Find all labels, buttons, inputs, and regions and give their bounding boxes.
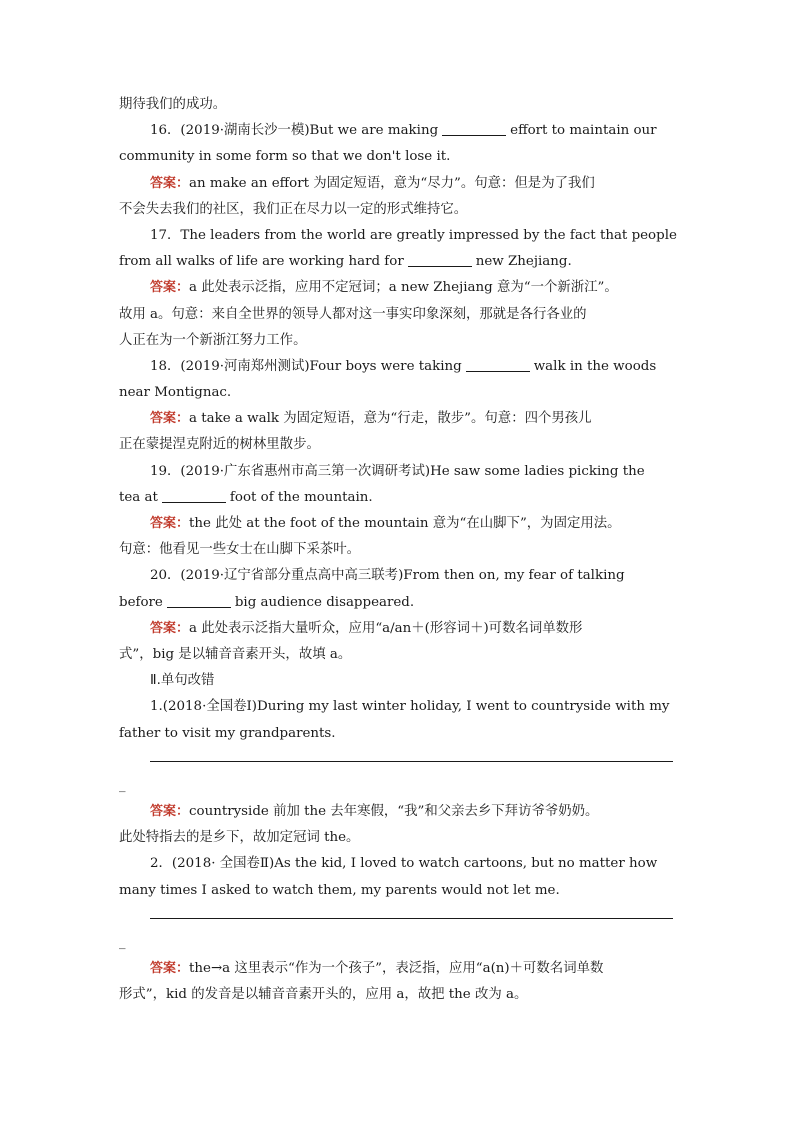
question-text: foot of the mountain. [229, 489, 373, 505]
error-item-2 [119, 851, 673, 877]
answer-text: the 此处 at the foot of the mountain 意为“在山脚下”，为固定用法。 [189, 516, 621, 531]
answer-label: 答案： [150, 411, 190, 427]
answer-writing-line [119, 747, 673, 773]
answer-16 [119, 171, 673, 197]
question-text: 17．The leaders from the world are greatly impressed by the fact that people [150, 227, 677, 243]
question-text: 18．(2019·河南郑州测试)Four boys were taking [150, 358, 462, 374]
answer-text: 句意：他看见一些女士在山脚下采茶叶。 [119, 542, 361, 558]
text-line [119, 92, 673, 118]
answer-label: 答案： [150, 280, 190, 296]
text-line [119, 537, 673, 563]
text-line [119, 825, 673, 851]
question-text: from all walks of life are working hard for [119, 254, 404, 270]
answer-20 [119, 616, 673, 642]
writing-rule [150, 918, 673, 919]
question-text: 2．(2018· 全国卷Ⅱ)As the kid, I loved to watch cartoons, but no matter how [150, 856, 658, 872]
text: 期待我们的成功。 [119, 97, 227, 112]
question-19 [119, 459, 673, 485]
question-text: new Zhejiang. [475, 254, 572, 270]
text-line [119, 144, 673, 170]
question-text: walk in the woods [533, 358, 657, 374]
answer-text: 此处特指去的是乡下，故加定冠词 the。 [119, 830, 360, 846]
answer-text: 故用 a。句意：来自全世界的领导人都对这一事实印象深刻，那就是各行各业的 [119, 306, 587, 322]
text-line [119, 432, 673, 458]
answer-text: a take a walk 为固定短语，意为“行走，散步”。句意：四个男孩儿 [189, 411, 592, 427]
answer-text: a 此处表示泛指大量听众，应用“a/an＋(形容词＋)可数名词单数形 [189, 620, 583, 636]
answer-label: 答案： [150, 804, 190, 820]
text-line [119, 302, 673, 328]
section-title: Ⅱ.单句改错 [150, 673, 215, 689]
answer-text: 人正在为一个新浙江努力工作。 [119, 332, 307, 348]
question-20 [119, 563, 673, 589]
answer-text: 式”，big 是以辅音音素开头，故填 a。 [119, 646, 352, 662]
answer-text: 不会失去我们的社区，我们正在尽力以一定的形式维持它。 [119, 201, 468, 217]
fill-blank [408, 252, 472, 267]
answer-label: 答案： [150, 516, 190, 531]
answer-text: 形式”，kid 的发音是以辅音音素开头的，应用 a，故把 the 改为 a。 [119, 987, 528, 1003]
question-text: effort to maintain our [510, 123, 657, 139]
underscore-mark: _ [119, 935, 126, 950]
text-line [119, 380, 673, 406]
text-line [119, 982, 673, 1008]
text-line [119, 773, 673, 799]
text-line [119, 328, 673, 354]
error-item-1 [119, 694, 673, 720]
answer-e2 [119, 956, 673, 982]
text-line [119, 930, 673, 956]
answer-text: a 此处表示泛指，应用不定冠词；a new Zhejiang 意为“一个新浙江”。 [189, 280, 618, 296]
question-text: tea at [119, 489, 158, 505]
underscore-mark: _ [119, 777, 126, 793]
answer-18 [119, 406, 673, 432]
question-16 [119, 118, 673, 144]
question-text: near Montignac. [119, 385, 232, 401]
text-line [119, 590, 673, 616]
question-text: 16．(2019·湖南长沙一模)But we are making [150, 123, 439, 139]
question-18 [119, 354, 673, 380]
question-text: many times I asked to watch them, my parents would not let me. [119, 882, 560, 898]
writing-rule [150, 761, 673, 762]
answer-label: 答案： [150, 620, 190, 636]
fill-blank [442, 121, 506, 136]
question-text: 19．(2019·广东省惠州市高三第一次调研考试)He saw some ladies picking the [150, 463, 645, 479]
section-heading [119, 668, 673, 694]
text-line [119, 642, 673, 668]
fill-blank [162, 488, 226, 503]
answer-text: 正在蒙提涅克附近的树林里散步。 [119, 437, 320, 453]
answer-label: 答案： [150, 175, 190, 191]
question-text: father to visit my grandparents. [119, 725, 336, 741]
question-text: 1.(2018·全国卷Ⅰ)During my last winter holiday, I went to countryside with my [150, 699, 670, 715]
fill-blank [466, 357, 530, 372]
question-17 [119, 223, 677, 249]
answer-writing-line [119, 904, 673, 930]
answer-label: 答案： [150, 961, 190, 977]
answer-text: the→a 这里表示“作为一个孩子”，表泛指，应用“a(n)＋可数名词单数 [189, 961, 604, 977]
document-page [119, 92, 677, 1009]
answer-17 [119, 275, 673, 301]
question-text: before [119, 594, 163, 610]
text-line [119, 197, 673, 223]
text-line [119, 249, 673, 275]
question-text: big audience disappeared. [234, 594, 415, 610]
answer-19 [119, 511, 673, 537]
text-line [119, 878, 673, 904]
answer-text: an make an effort 为固定短语，意为“尽力”。句意：但是为了我们 [189, 175, 595, 191]
question-text: 20．(2019·辽宁省部分重点高中高三联考)From then on, my fear of talking [150, 568, 625, 584]
answer-e1 [119, 799, 673, 825]
answer-text: countryside 前加 the 去年寒假，“我”和父亲去乡下拜访爷爷奶奶。 [189, 804, 599, 820]
text-line [119, 485, 673, 511]
fill-blank [167, 593, 231, 608]
text-line [119, 721, 673, 747]
question-text: community in some form so that we don't lose it. [119, 149, 451, 165]
